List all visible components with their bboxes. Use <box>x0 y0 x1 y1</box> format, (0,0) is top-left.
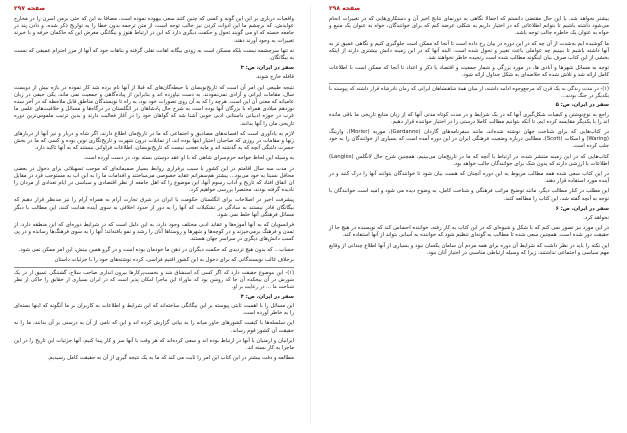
right-page-body <box>329 16 609 257</box>
paragraph: این سلسله‌ها با کیفیت کشورهای خاور میانه را به بیانی گزارش کرده اند و این که نامی از آن به درستی بر آن بدانند، ما را به حقیقت آن کشور قوم رساند. <box>14 320 294 334</box>
paragraph: این مسائل را با اهمیت ثابتی پیوسته بر این بیگانگی ساخته‌اند که این شرایط و اطلاعات به کاربران بر ما آنگونه که اینها بسته‌ای را به خاطر آورده است. <box>14 303 294 317</box>
footnote-divider <box>14 267 294 268</box>
right-page <box>321 0 617 427</box>
right-page-number-value: ۲۹۸ <box>329 5 340 12</box>
footnote: (۱)- این موضوع حقیقت دارد که اگر کسی که استشاق شد و نخست‌پرکارها بیرون اندازی صاحب سلاح، گشتنگی عمیق از در یک شورش در آن بیخکده آن جا که روشن بود که ماوراء این ماجرا امکان پذیر است که در ایران بسیاری از حقایق را حاکی از نظر شناخت ما ... در رعایت بر او. <box>14 270 294 290</box>
paragraph: ایرانیان و ارمنیان با آنها در ارتباط بوده اند و سعی کرده‌اند که هر وقت با آنها سر و کار پیدا کنیم. آنها جزئیات این تاریخ را در این ماجرا به کار بسته اند. <box>14 337 294 352</box>
section-heading: سفر در ایران، ص: ۶ <box>555 205 609 212</box>
paragraph: نتیجه طبیعی این امر آن است که تاریخ‌نویسان با حیطه‌گان‌های که قبلا از آنها نام برده شد کار نموده در بازه بیش از دویست سال، مقامات ایرانی و آزادی نمی‌نمودند. به دست نیاورده اند و بنابراین از پیاده‌گاهی و جمعیت نمی ماند، یکی حیفی در زبان عامیانه که معنی آن این است. هرچه را که به آن روی تصورات خود بود، به راه تا نویسندگان مناطق قابل ملاحظه که در آخر سده نوزدهم میلادی همراه با بزرگان آنها بوده است به شرح حال پادشاهان در انگلستان در درگاه‌ها و مسائل و خلاقیت‌های علمی ما غرب در حوزه ادبیاتی داستانی ادبی خوبی آشنا شد که گواهان خود را در آغاز فعالیت دارند و بدین ترتیب ملموس‌ترین دوره تاریخی مان را آنها بدانند. <box>14 84 294 127</box>
paragraph: این نکته را باید در نظر داشت که شرایط آن دوره برای همه مردم آن سامان یکسان نبود و بسیاری از آنها اطلاع چندانی از وقایع مهم سیاسی و اجتماعی نداشتند، زیرا که وسیله ارتباطی مناسبی در اختیار آنان نبود. <box>329 242 609 256</box>
left-page <box>6 0 302 427</box>
paragraph: حساب... که بدون هیچ تردیدی که حکمت دیگران در ذهن ما خودمان بوده است و در گرو همین بینش، این امر ممکن نمی شود. <box>18 246 294 253</box>
paragraph: واقعیات درباری بر این این گونه و کسی که چنین کتند سعی بیهوده نموده است، مضافا به این که حتی برمن اسرن را در مخارج عوایدش، که برچشم ما این ادوات کردن نیز جالب توجه است، از متن ترجمه بدون خطا را به تواریخ ذکر شده، و دادن پند در جامعه خسته که او می گویند تحول و حکمت دیگری دارد که این در ارتباط هنوز و بیگانگی مغرض این که حاکمان حرفه و با خبرند تغییرات به وجود آورند دهند. <box>14 16 294 44</box>
section-heading: سفر در ایران، ص: ۳ <box>240 65 294 72</box>
page-gutter <box>310 4 311 424</box>
footnote: (۱)- در مدت زندگی به یک قرن که مرجع‌وجوه ادامه داشته، از میان همهٔ شاهنشاهان ایرانی که زمان نادرشاه قرار داشته که پیوسته با یکدیگر در جنگ بودند... <box>329 85 609 99</box>
paragraph: نه تنها سرچشمه نیست بلکه مسکن است به زودی بیگانه اهانت نقلی گرفته و بناهات خود که آنها از مرز احترام عمیقی که نسبت به بیگانگان. <box>14 47 294 62</box>
left-page-header <box>14 4 294 13</box>
paragraph: لازم به یادآوری است که افسانه‌های مصادیق و اجتماعی که ما در تاریخ‌مان اطلاع دارند، اگر شاه و دربار و نیز آنها از دربارهای زنها و مقامات در روزی که صاحبان اختیار اینها بوده اند، از تمایلات درون شهرت و تاریخ‌نگاری نوین بوده و کسی که ما در بخش حسرت دلتنگی آنچه که به گذشته اند و مایه تعجب نیست که تاریخ‌نویسان، اطلاعات فراوانی نیستند که به آنها تاکید دارد. <box>14 130 294 152</box>
footnote-divider <box>329 83 609 84</box>
paragraph: در کتاب‌هایی که برای شناخت جهان نوشته شده‌اند، مانند سفرنامه‌های گاردان (Gardanne)، موریه (Morier)، وارینگ (Waring) و اسکات (Scott)، مطالبی درباره وضعیت فرهنگی ایران در این دوره آمده است که بسیاری از خوانندگان را به خود جلب کرده است. <box>329 129 609 150</box>
paragraph: پیشرفت اخیر در اصلاحات برای انگلستان حکومت با ایران در شرق تجارت آرام به همراه آرام را نیز مدنظر قرار دهیم که بیگانگان قادر نیستند به سادگی در تشکیلات که آنها را به دور از حدود اخلاقی به سوی آینده هدایت کنند، این مطالب با دیگر مسائل فرهنگی آنها خلط نمی شود. <box>14 197 294 218</box>
section-heading: سفر در ایران، ص: ۵ <box>555 102 609 109</box>
right-page-number <box>329 5 360 12</box>
left-page-number-marker: صفحه <box>27 5 46 12</box>
left-page-number-value: ۲۹۷ <box>14 5 25 12</box>
paragraph: نخواهد کرد. <box>583 215 609 222</box>
paragraph: در مدت سه سال اقامتم در این کشور با سبب برقراری روابط بسیار صمیمانه‌ای که موجب تسهیلاتی برای دخول در بعضی محافل نسبتا به خود می‌بود... بیشتر هم‌سفرانم عقاید خصوصی می‌ساختند و اقدامات ما را به ابن اب به مستوجب فرد در مقابل ان اتفاق افتاد که تاریخ و آداب رسوم آنها، این موضوع را که اهل جامعه از نظر اقتصادی و سیاسی در ایام تعدادی از مردان را نادیده گرفته بودند، مختصرا بررسی خواهیم کرد. <box>14 165 294 194</box>
paragraph: راجع به نوع‌نوشتن و کیفیات شکل‌گیری آنها که در یک شرایط و در مدت کوتاه مدتی آنها که از زبان منابع تاریخی ما باقی مانده اند را با یکدیگر مقایسه کرده ایم، تا آنکه بتوانیم مطالب کاملا درستی را در اختیار خواننده قرار دهیم. <box>329 111 609 125</box>
paragraph: ما کوشیده ایم به‌شدت از آن چه که در این دوره در بیان رخ داده است تا آنجا که ممکن است جلوگیری کنیم و نگاهی عمیق تر به آنها داشته باشیم تا ببینیم چه عواملی باعث تغییر و تحول شده است. البته آنها که در این زمینه دانش بیشتری دارند از اینکه بخشی از این کتاب صرف بیان اینگونه مطالب شده است رنجیده خاطر نخواهند شد. <box>329 40 609 62</box>
section-heading: سفر در ایران، ص: ۴ <box>240 293 294 300</box>
paragraph: در این کتاب سعی شده همه مطالب مربوط به این دوره آنچنان که هست بیان شود تا خوانندگان بتوانند آنها را درک کنند و در آینده مورد استفاده قرار دهند. <box>329 171 609 185</box>
paragraph: به وسیله این لحاظ خواجه حرم‌سرای شاهی که با او عقد دوستی بسته بود، در دست آورده است. <box>83 155 294 162</box>
paragraph: مطالعه و دقت بیشتر در این کتاب این امر را ثابت می کند که ما به یک نتیجه گیری از آن به حقیقت کامل رسیدیم. <box>47 355 294 362</box>
left-page-number <box>14 5 45 12</box>
right-page-header <box>329 4 609 13</box>
left-page-body <box>14 16 294 362</box>
paragraph: توجه به مسائل شهرها و آبادی ها، در مورد بزرگی و شمار جمعیت و اقتصاد با ذکر و اعداد تا آنجا که ممکن است با اطلاعات کامل ارائه شد و تلاش شده که خلاصه‌ای به شکل جداول ارائه شود. <box>329 65 609 79</box>
paragraph: کتاب‌هایی که در این زمینه منتشر شده، در ارتباط با آنچه که ما در تاریخ‌مان می‌بینیم، همچنین شرح حال لانگلس (Langlès) اطلاعات با ارزشی دارند که بدون شک برای خوانندگان جالب خواهد بود. <box>329 153 609 167</box>
paragraph: قافله خارج شوند. <box>255 74 294 81</box>
paragraph: فرانسویان که به آنها آموزه‌ها و عقاید ادبی مختلف وجود دارد، به این دلیل است که در شرایط دوره‌ای که این منطقه دارد، از تمدن و فرهنگ برمی‌خیزند و در کوچه‌ها و شهرها و روستاها آنان را رشد و نمو یافته‌اند؛ آنها را به سوی فرهنگ‌ها رسانده و در پی کسب دانش‌های دیگری در سراسر جهان هستند. <box>14 222 294 243</box>
paragraph: بیشتر نخواهد شد. با این حال مقتضی دانستم که اجمالا نگاهی به دورنمای نتایج اخیر آن و دستکاری‌هایی که در تغییرات انجام می‌شود داشته باشیم تا بتوانم اطلاعاتی که در اختیار داریم به شکلی عرضه کنم که برای خوانندگان، خواه به عنوان یک منبع و خواه به عنوان یک خاطره جالب توجه باشد. <box>329 16 609 37</box>
paragraph: برخلاف غالب نویسندگانی که برای دخول به این کشور اقتیم فراسی، کرده نوشته‌های خود را با جزئیات داستان <box>54 256 294 263</box>
right-page-number-marker: صفحه <box>342 5 361 12</box>
paragraph: در این مورد نیز تصور نمی کنم که با شکل و شیوه‌ای که در این کتاب به کار رفته، خواننده احساس کند که نویسنده در هیچ جا از حقیقت دور شده است. همچنین سعی شده تا مطالب به گونه‌ای تنظیم شود که خواننده به آسانی بتواند از آنها استفاده کند. <box>329 225 609 239</box>
paragraph: این مطلب در کنار مطالب دیگر، مانند توضیح مراتب فرهنگی و شناخت کامل، به وضوح دیده می شود و امید است خوانندگان با توجه به آنچه گفته شد، این کتاب را مطالعه کنند. <box>329 188 609 202</box>
